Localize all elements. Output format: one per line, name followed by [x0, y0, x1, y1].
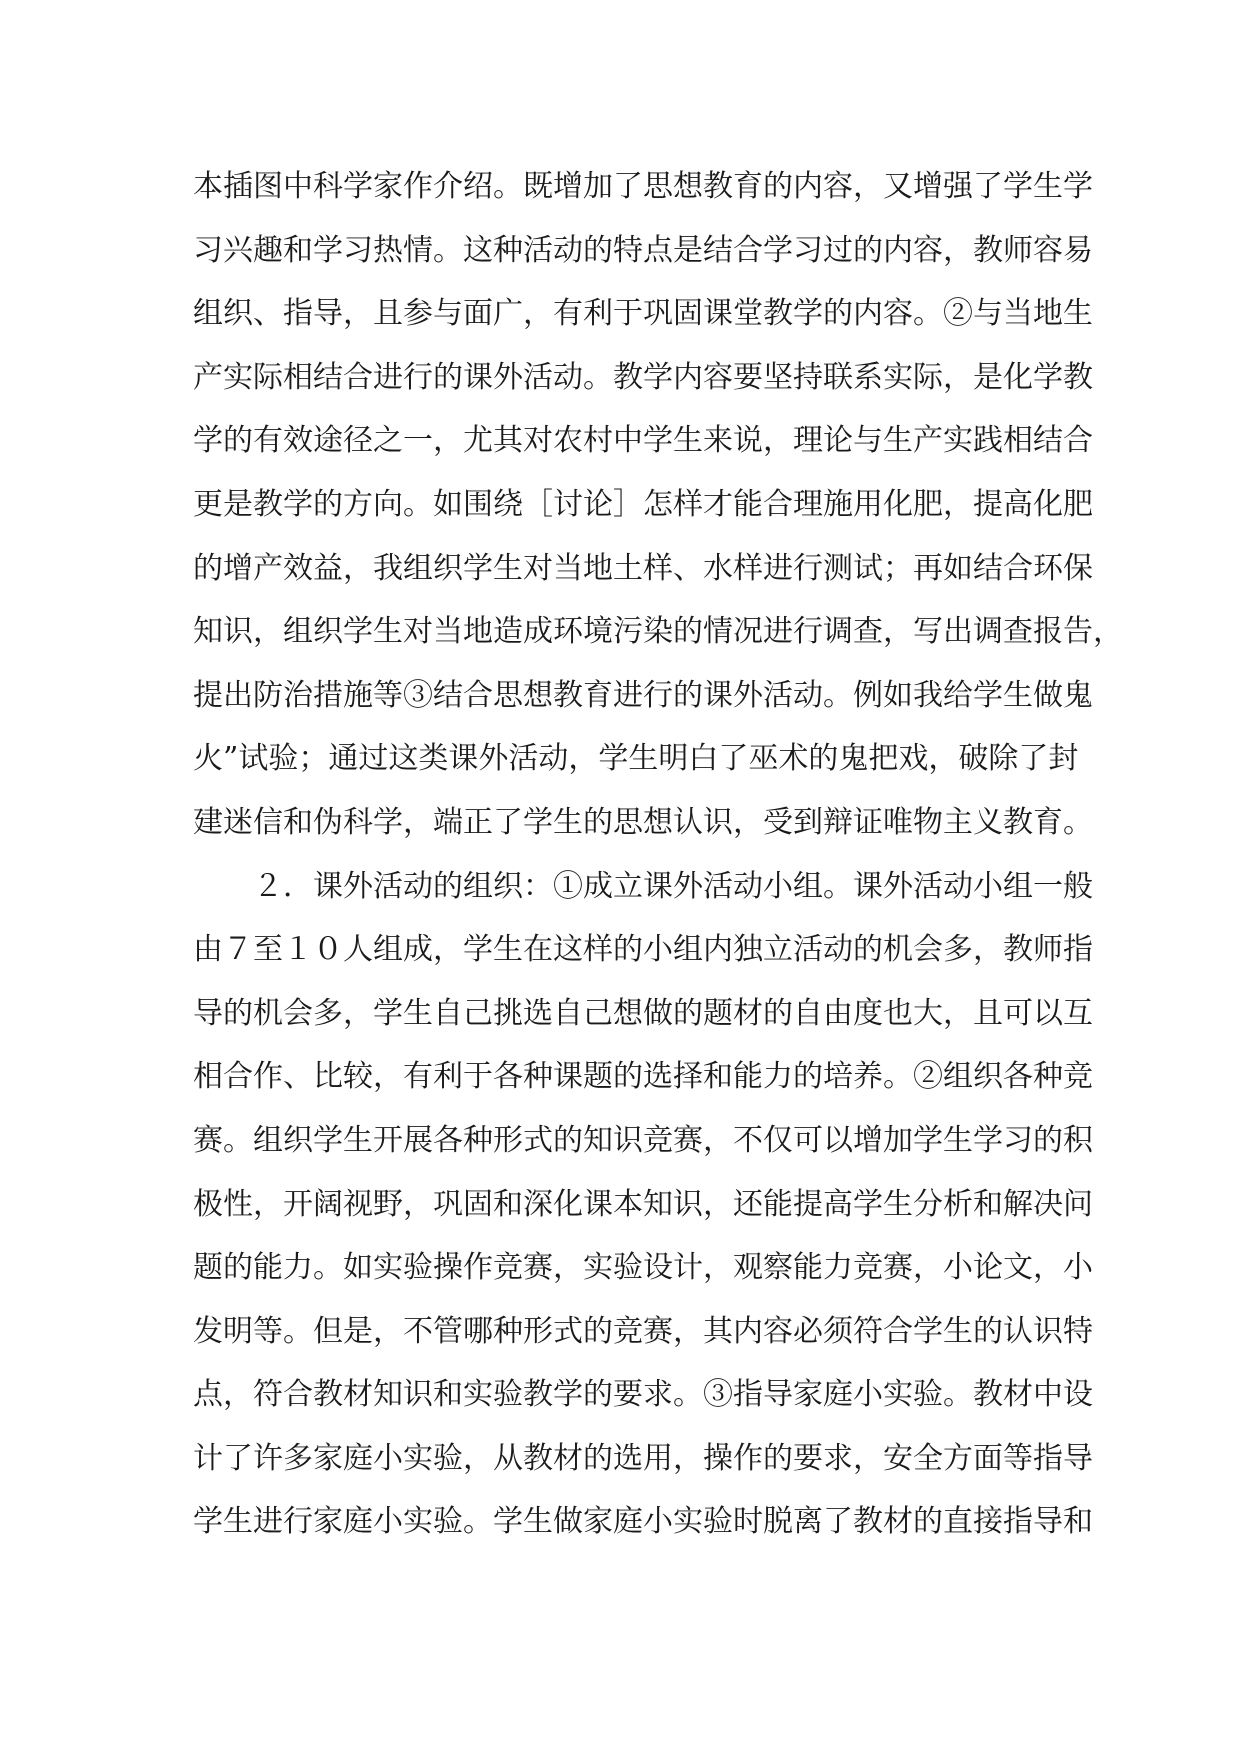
body-text [193, 155, 1123, 1554]
text-line: 导的机会多，学生自己挑选自己想做的题材的自由度也大，且可以互 [193, 995, 1093, 1031]
text-line: 学的有效途径之一，尤其对农村中学生来说，理论与生产实践相结合 [193, 423, 1093, 459]
text-line: 习兴趣和学习热情。这种活动的特点是结合学习过的内容，教师容易 [193, 232, 1093, 268]
text-line: 计了许多家庭小实验，从教材的选用，操作的要求，安全方面等指导 [193, 1440, 1093, 1476]
text-line: 本插图中科学家作介绍。既增加了思想教育的内容，又增强了学生学 [193, 169, 1093, 204]
text-line: 知识，组织学生对当地造成环境污染的情况进行调查，写出调查报告， [193, 614, 1123, 650]
text-line: 由７至１０人组成，学生在这样的小组内独立活动的机会多，教师指 [193, 932, 1093, 968]
text-line: 点，符合教材知识和实验教学的要求。③指导家庭小实验。教材中设 [193, 1377, 1093, 1413]
text-line: 赛。组织学生开展各种形式的知识竞赛，不仅可以增加学生学习的积 [193, 1122, 1093, 1158]
text-line: 组织、指导，且参与面广，有利于巩固课堂教学的内容。②与当地生 [193, 296, 1093, 332]
text-line: 相合作、比较，有利于各种课题的选择和能力的培养。②组织各种竞 [193, 1059, 1093, 1095]
text-line: 极性，开阔视野，巩固和深化课本知识，还能提高学生分析和解决问 [193, 1186, 1093, 1222]
text-line: 发明等。但是，不管哪种形式的竞赛，其内容必须符合学生的认识特 [193, 1313, 1093, 1349]
text-line: 建迷信和伪科学，端正了学生的思想认识，受到辩证唯物主义教育。 [193, 804, 1093, 840]
text-line: 题的能力。如实验操作竞赛，实验设计，观察能力竞赛，小论文，小 [193, 1250, 1093, 1286]
text-line: 提出防治措施等③结合思想教育进行的课外活动。例如我给学生做鬼 [193, 677, 1093, 713]
text-line: 火”试验；通过这类课外活动，学生明白了巫术的鬼把戏，破除了封 [193, 741, 1079, 777]
section-heading-line: ２．课外活动的组织：①成立课外活动小组。课外活动小组一般 [253, 868, 1093, 904]
text-line: 更是教学的方向。如围绕［讨论］怎样才能合理施用化肥，提高化肥 [193, 486, 1093, 522]
text-line: 学生进行家庭小实验。学生做家庭小实验时脱离了教材的直接指导和 [193, 1504, 1093, 1540]
text-line: 产实际相结合进行的课外活动。教学内容要坚持联系实际，是化学教 [193, 359, 1093, 395]
text-line: 的增产效益，我组织学生对当地土样、水样进行测试；再如结合环保 [193, 550, 1093, 586]
